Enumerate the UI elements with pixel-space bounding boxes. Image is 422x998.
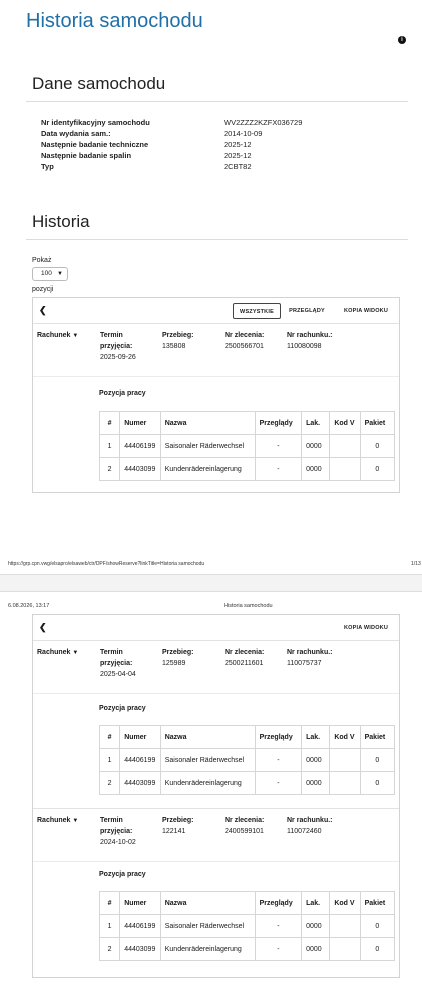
col-lak: Lak. bbox=[302, 412, 330, 435]
nr-rachunku-label: Nr rachunku.: bbox=[287, 649, 333, 656]
record-invoice: 110075737 bbox=[287, 660, 322, 667]
col-przeglady: Przeglądy bbox=[255, 412, 301, 435]
cell-lak: 0000 bbox=[302, 749, 330, 772]
cell-lak: 0000 bbox=[302, 915, 330, 938]
cell-nazwa: Kundenrädereinlagerung bbox=[160, 938, 255, 961]
cell-no: 1 bbox=[100, 749, 120, 772]
work-items-table bbox=[99, 725, 395, 795]
zlecenie-label: Nr zlecenia: bbox=[225, 649, 265, 656]
spec-label: Data wydania sam.: bbox=[41, 129, 111, 138]
col-przeglady: Przeglądy bbox=[255, 892, 301, 915]
page-break bbox=[0, 574, 422, 592]
mileage-cell bbox=[162, 647, 194, 669]
col-nazwa: Nazwa bbox=[160, 892, 255, 915]
cell-przeglady: - bbox=[255, 915, 301, 938]
termin-label: Termin przyjęcia: bbox=[100, 817, 133, 835]
record-order: 2400599101 bbox=[225, 828, 264, 835]
work-items-table bbox=[99, 891, 395, 961]
chevron-down-icon: ▼ bbox=[72, 818, 79, 824]
record-mileage: 125989 bbox=[162, 660, 186, 667]
work-items-title: Pozycja pracy bbox=[99, 390, 146, 397]
record-order: 2500211601 bbox=[225, 660, 264, 667]
record-order: 2500566701 bbox=[225, 343, 264, 350]
cell-kodv bbox=[330, 749, 360, 772]
vehicle-heading: Dane samochodu bbox=[32, 74, 166, 93]
mileage-cell bbox=[162, 330, 194, 352]
record-header bbox=[33, 324, 399, 370]
cell-no: 2 bbox=[100, 772, 120, 795]
cell-numer: 44406199 bbox=[120, 435, 161, 458]
work-items-table bbox=[99, 411, 395, 481]
cell-kodv bbox=[330, 915, 360, 938]
cell-numer: 44403099 bbox=[120, 772, 161, 795]
record-date: 2024-10-02 bbox=[100, 839, 136, 846]
work-items-title: Pozycja pracy bbox=[99, 871, 146, 878]
col-pakiet: Pakiet bbox=[360, 892, 394, 915]
cell-lak: 0000 bbox=[302, 435, 330, 458]
col-no: # bbox=[100, 726, 120, 749]
record-divider bbox=[33, 376, 399, 377]
info-icon[interactable]: i bbox=[398, 36, 406, 44]
zlecenie-label: Nr zlecenia: bbox=[225, 332, 265, 339]
col-nazwa: Nazwa bbox=[160, 412, 255, 435]
col-lak: Lak. bbox=[302, 726, 330, 749]
intake-date-cell bbox=[100, 647, 156, 680]
cell-lak: 0000 bbox=[302, 938, 330, 961]
spec-row bbox=[41, 150, 302, 161]
cell-przeglady: - bbox=[255, 458, 301, 481]
spec-label: Następnie badanie spalin bbox=[41, 151, 132, 160]
invoice-cell bbox=[287, 330, 337, 352]
col-przeglady: Przeglądy bbox=[255, 726, 301, 749]
table-row bbox=[100, 915, 395, 938]
col-lak: Lak. bbox=[302, 892, 330, 915]
record-divider bbox=[33, 861, 399, 862]
invoice-toggle[interactable] bbox=[37, 815, 78, 827]
col-numer: Numer bbox=[120, 412, 161, 435]
col-pakiet: Pakiet bbox=[360, 726, 394, 749]
spec-value: 2014-10-09 bbox=[224, 129, 263, 138]
table-row bbox=[100, 458, 395, 481]
cell-przeglady: - bbox=[255, 772, 301, 795]
cell-no: 2 bbox=[100, 938, 120, 961]
cell-nazwa: Saisonaler Räderwechsel bbox=[160, 435, 255, 458]
panel-header bbox=[33, 615, 399, 641]
col-no: # bbox=[100, 412, 120, 435]
record-header bbox=[33, 809, 399, 855]
history-rule bbox=[26, 239, 408, 240]
cell-kodv bbox=[330, 435, 360, 458]
col-kodv: Kod V bbox=[330, 892, 360, 915]
cell-no: 2 bbox=[100, 458, 120, 481]
record-header bbox=[33, 641, 399, 687]
cell-numer: 44403099 bbox=[120, 458, 161, 481]
record-mileage: 122141 bbox=[162, 828, 186, 835]
collapse-chevron-icon[interactable]: ❮ bbox=[39, 305, 47, 315]
cell-nazwa: Saisonaler Räderwechsel bbox=[160, 915, 255, 938]
record-date: 2025-09-26 bbox=[100, 354, 136, 361]
table-row bbox=[100, 938, 395, 961]
spec-label: Następnie badanie techniczne bbox=[41, 140, 149, 149]
cell-nazwa: Kundenrädereinlagerung bbox=[160, 772, 255, 795]
record-invoice: 110072460 bbox=[287, 828, 322, 835]
history-panel bbox=[32, 297, 400, 493]
spec-value: 2025-12 bbox=[224, 140, 252, 149]
order-cell bbox=[225, 815, 264, 837]
col-no: # bbox=[100, 892, 120, 915]
cell-nazwa: Saisonaler Räderwechsel bbox=[160, 749, 255, 772]
cell-no: 1 bbox=[100, 435, 120, 458]
show-label: Pokaż bbox=[32, 257, 52, 264]
history-record bbox=[33, 641, 399, 809]
spec-row bbox=[41, 117, 302, 128]
rachunek-label: Rachunek bbox=[37, 817, 71, 824]
cell-pakiet: 0 bbox=[360, 938, 394, 961]
invoice-cell bbox=[287, 647, 337, 669]
cell-kodv bbox=[330, 938, 360, 961]
col-nazwa: Nazwa bbox=[160, 726, 255, 749]
chevron-down-icon: ▼ bbox=[72, 650, 79, 656]
cell-pakiet: 0 bbox=[360, 435, 394, 458]
przebieg-label: Przebieg: bbox=[162, 817, 194, 824]
zlecenie-label: Nr zlecenia: bbox=[225, 817, 265, 824]
cell-lak: 0000 bbox=[302, 772, 330, 795]
spec-label: Nr identyfikacyjny samochodu bbox=[41, 118, 150, 127]
mileage-cell bbox=[162, 815, 194, 837]
termin-label: Termin przyjęcia: bbox=[100, 649, 133, 667]
cell-numer: 44406199 bbox=[120, 915, 161, 938]
order-cell bbox=[225, 647, 264, 669]
spec-value: WV2ZZZ2KZFX036729 bbox=[224, 118, 303, 127]
intake-date-cell bbox=[100, 330, 156, 363]
history-record bbox=[33, 809, 399, 977]
page-size-value: 100 bbox=[41, 270, 52, 277]
print-page-number: 1/13 bbox=[411, 561, 421, 567]
spec-row bbox=[41, 128, 302, 139]
cell-no: 1 bbox=[100, 915, 120, 938]
cell-przeglady: - bbox=[255, 938, 301, 961]
table-header-row bbox=[100, 726, 395, 749]
cell-przeglady: - bbox=[255, 749, 301, 772]
nr-rachunku-label: Nr rachunku.: bbox=[287, 332, 333, 339]
col-pakiet: Pakiet bbox=[360, 412, 394, 435]
spec-row bbox=[41, 161, 302, 172]
spec-value: 2CBT82 bbox=[224, 162, 252, 171]
record-date: 2025-04-04 bbox=[100, 671, 136, 678]
chevron-down-icon: ▼ bbox=[57, 271, 63, 277]
cell-pakiet: 0 bbox=[360, 915, 394, 938]
record-mileage: 135808 bbox=[162, 343, 186, 350]
panel-header bbox=[33, 298, 399, 324]
cell-nazwa: Kundenrädereinlagerung bbox=[160, 458, 255, 481]
col-numer: Numer bbox=[120, 726, 161, 749]
copy-view-button[interactable]: KOPIA WIDOKU bbox=[337, 303, 395, 319]
collapse-chevron-icon[interactable]: ❮ bbox=[39, 622, 47, 632]
vehicle-specs bbox=[41, 117, 302, 172]
table-row bbox=[100, 435, 395, 458]
col-numer: Numer bbox=[120, 892, 161, 915]
filter-all-button[interactable]: WSZYSTKIE bbox=[233, 303, 281, 319]
order-cell bbox=[225, 330, 264, 352]
print-url: https://grp.cpn.vwg/elsapro/elsaweb/ctr/DPF/showReserve?linkTitle=Historia samochodu bbox=[8, 561, 205, 567]
record-divider bbox=[33, 693, 399, 694]
print-title: Historia samochodu bbox=[224, 603, 273, 609]
work-items-title: Pozycja pracy bbox=[99, 705, 146, 712]
show-suffix: pozycji bbox=[32, 286, 54, 293]
przebieg-label: Przebieg: bbox=[162, 649, 194, 656]
vehicle-rule bbox=[26, 101, 408, 102]
spec-row bbox=[41, 139, 302, 150]
cell-pakiet: 0 bbox=[360, 749, 394, 772]
print-date: 6.08.2026, 13:17 bbox=[8, 603, 50, 609]
history-panel bbox=[32, 614, 400, 978]
spec-value: 2025-12 bbox=[224, 151, 252, 160]
cell-pakiet: 0 bbox=[360, 458, 394, 481]
nr-rachunku-label: Nr rachunku.: bbox=[287, 817, 333, 824]
spec-label: Typ bbox=[41, 162, 54, 171]
record-invoice: 110080098 bbox=[287, 343, 322, 350]
invoice-toggle[interactable] bbox=[37, 330, 78, 342]
rachunek-label: Rachunek bbox=[37, 649, 71, 656]
chevron-down-icon: ▼ bbox=[72, 333, 79, 339]
intake-date-cell bbox=[100, 815, 156, 848]
cell-przeglady: - bbox=[255, 435, 301, 458]
rachunek-label: Rachunek bbox=[37, 332, 71, 339]
history-heading: Historia bbox=[32, 212, 90, 231]
table-row bbox=[100, 749, 395, 772]
col-kodv: Kod V bbox=[330, 412, 360, 435]
page-title: Historia samochodu bbox=[26, 10, 203, 32]
copy-view-button[interactable]: KOPIA WIDOKU bbox=[337, 620, 395, 636]
cell-pakiet: 0 bbox=[360, 772, 394, 795]
invoice-cell bbox=[287, 815, 337, 837]
table-row bbox=[100, 772, 395, 795]
przebieg-label: Przebieg: bbox=[162, 332, 194, 339]
cell-kodv bbox=[330, 458, 360, 481]
invoice-toggle[interactable] bbox=[37, 647, 78, 659]
cell-numer: 44403099 bbox=[120, 938, 161, 961]
table-header-row bbox=[100, 412, 395, 435]
filter-reviews-button[interactable]: PRZEGLĄDY bbox=[285, 303, 329, 319]
history-record bbox=[33, 324, 399, 492]
col-kodv: Kod V bbox=[330, 726, 360, 749]
cell-kodv bbox=[330, 772, 360, 795]
cell-lak: 0000 bbox=[302, 458, 330, 481]
termin-label: Termin przyjęcia: bbox=[100, 332, 133, 350]
page-size-select[interactable] bbox=[32, 267, 68, 281]
cell-numer: 44406199 bbox=[120, 749, 161, 772]
table-header-row bbox=[100, 892, 395, 915]
